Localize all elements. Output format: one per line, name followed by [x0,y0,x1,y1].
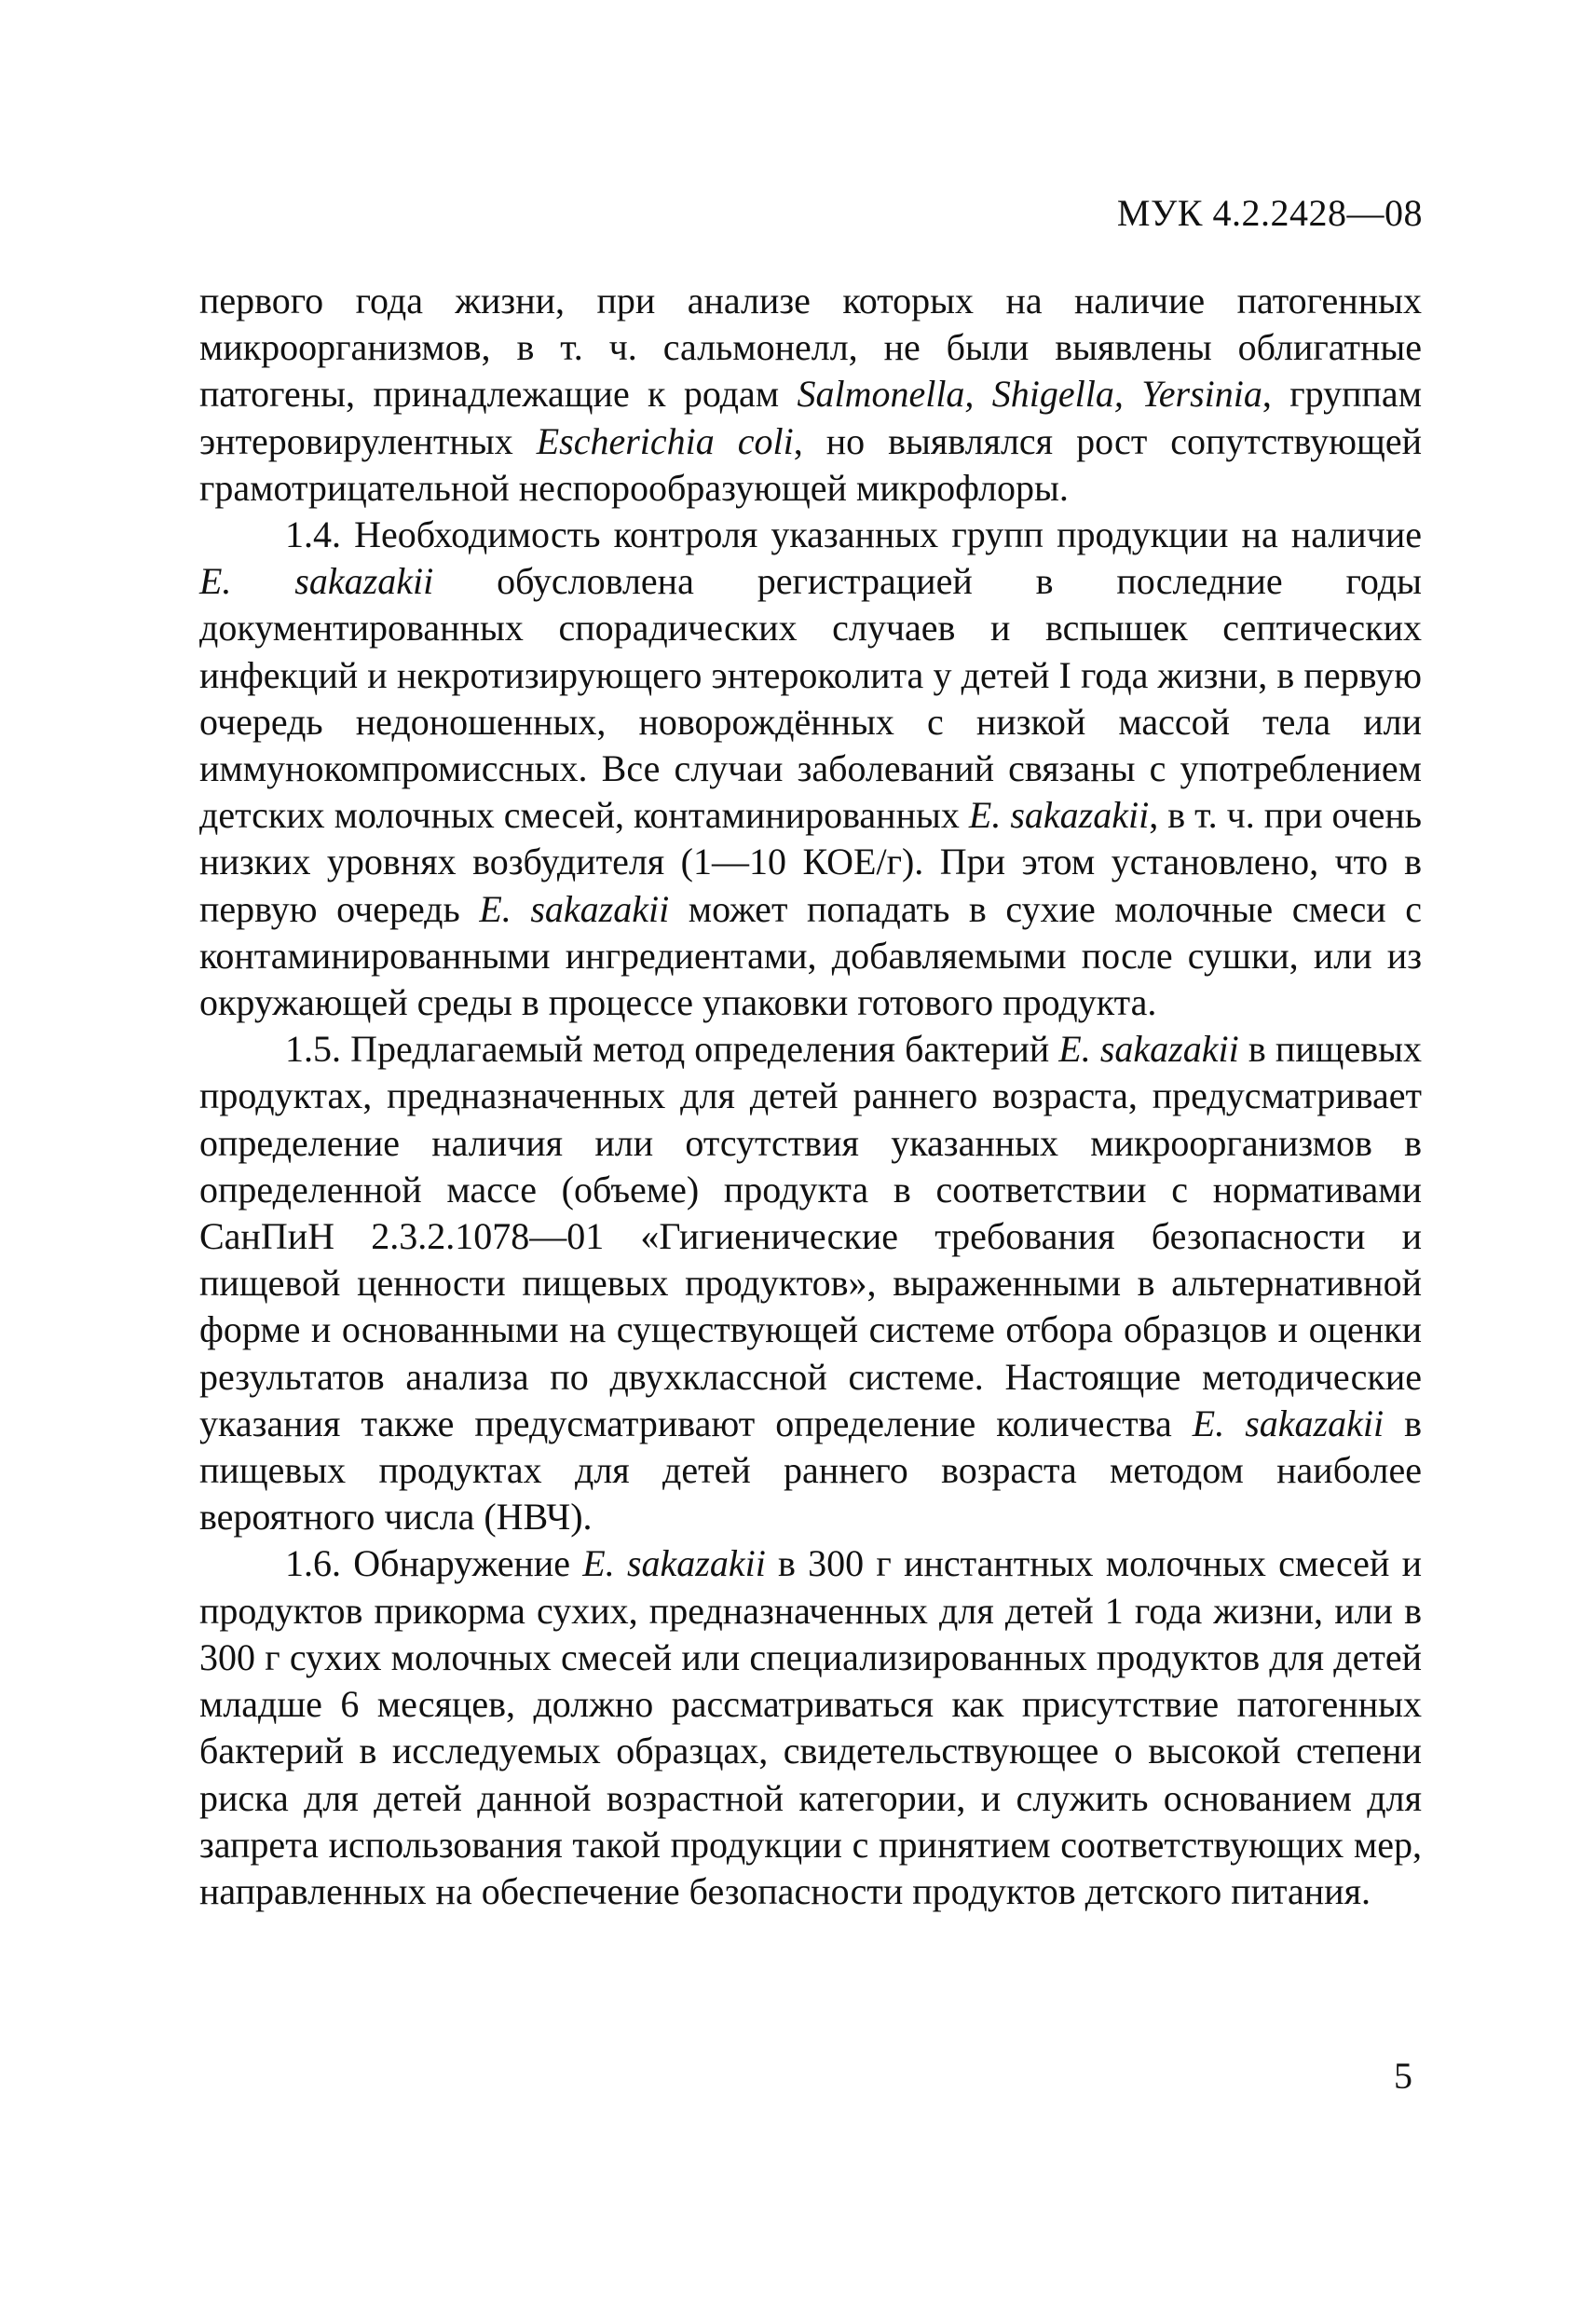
text-run: в 300 г инстантных молочных смесей и продуктов прикорма сухих, предназначенных для детей 1 года жизни, или в 300 г сухих молочных смесей или специализированных продуктов для детей младше 6 месяцев, должно рассматриваться как присутствие патогенных бактерий в исследуемых образцах, свидетельствующее о высокой степени риска для детей данной возрастной категории, и служить основанием для запрета использования такой продукции с принятием соответствующих мер, направленных на обеспечение безопасности продуктов детского питания. [199,1542,1422,1912]
text-run: 1.4. Необходимость контроля указанных групп продукции на наличие [285,513,1422,556]
species-name-italic: E. sakazakii [1192,1402,1385,1444]
text-run: обусловлена регистрацией в последние годы документированных спорадических случаев и вспышек септических инфекций и некротизирующего энтероколита у детей I года жизни, в первую очередь недоношенных, новорождённых с низкой массой тела или иммунокомпромиссных. Все случаи заболеваний связаны с употреблением детских молочных смесей, контаминированных [199,560,1422,837]
text-run: 1.5. Предлагаемый метод определения бактерий [285,1028,1059,1071]
text-run: 1.6. Обнаружение [285,1542,583,1585]
paragraph-1-4 [199,512,1422,1026]
page-number: 5 [1394,2055,1412,2097]
species-name-italic: E. sakazakii [479,887,670,930]
genus-names-italic: Salmonella, Shigella, Yersinia [797,373,1262,416]
paragraph-1-5 [199,1026,1422,1540]
species-name-italic: Escherichia coli [536,419,794,462]
text-run: первого года жизни, при анализе которых на наличие патогенных микроорганизмов, в т. ч. сальмонелл, не были выявлены облигатные патогены, принадлежащие к родам [199,280,1422,416]
species-name-italic: E. sakazakii [582,1542,766,1585]
document-code: МУК 4.2.2428—08 [1116,192,1423,234]
text-run: , группам энтеровирулентных [199,373,1423,462]
text-run: , но выявлялся рост сопутствующей грамотрицательной неспорообразующей микрофлоры. [199,419,1423,509]
paragraph-1-6 [199,1540,1422,1915]
text-run: в пищевых продуктах, предназначенных для детей раннего возраста, предусматривает определение наличия или отсутствия указанных микроорганизмов в определенной массе (объеме) продукта в соответствии с нормативами СанПиН 2.3.2.1078—01 «Гигиенические требования безопасности и пищевой ценности пищевых продуктов», выраженными в альтернативной форме и основанными на существующей системе отбора образцов и оценки результатов анализа по двухклассной системе. Настоящие методические указания также предусматривают определение количества [199,1028,1422,1444]
text-run: , в т. ч. при очень низких уровнях возбудителя (1—10 КОЕ/г). При этом установлено, что в первую очередь [199,794,1422,930]
text-run: в пищевых продуктах для детей раннего возраста методом наиболее вероятного числа (НВЧ). [199,1402,1422,1539]
species-name-italic: E. sakazakii [199,560,434,603]
paragraph-continuation [199,278,1422,512]
species-name-italic: E. sakazakii [968,794,1150,837]
species-name-italic: E. sakazakii [1058,1028,1239,1071]
page-body [199,278,1422,1915]
text-run: может попадать в сухие молочные смеси с контаминированными ингредиентами, добавляемыми после сушки, или из окружающей среды в процессе упаковки готового продукта. [199,887,1422,1024]
